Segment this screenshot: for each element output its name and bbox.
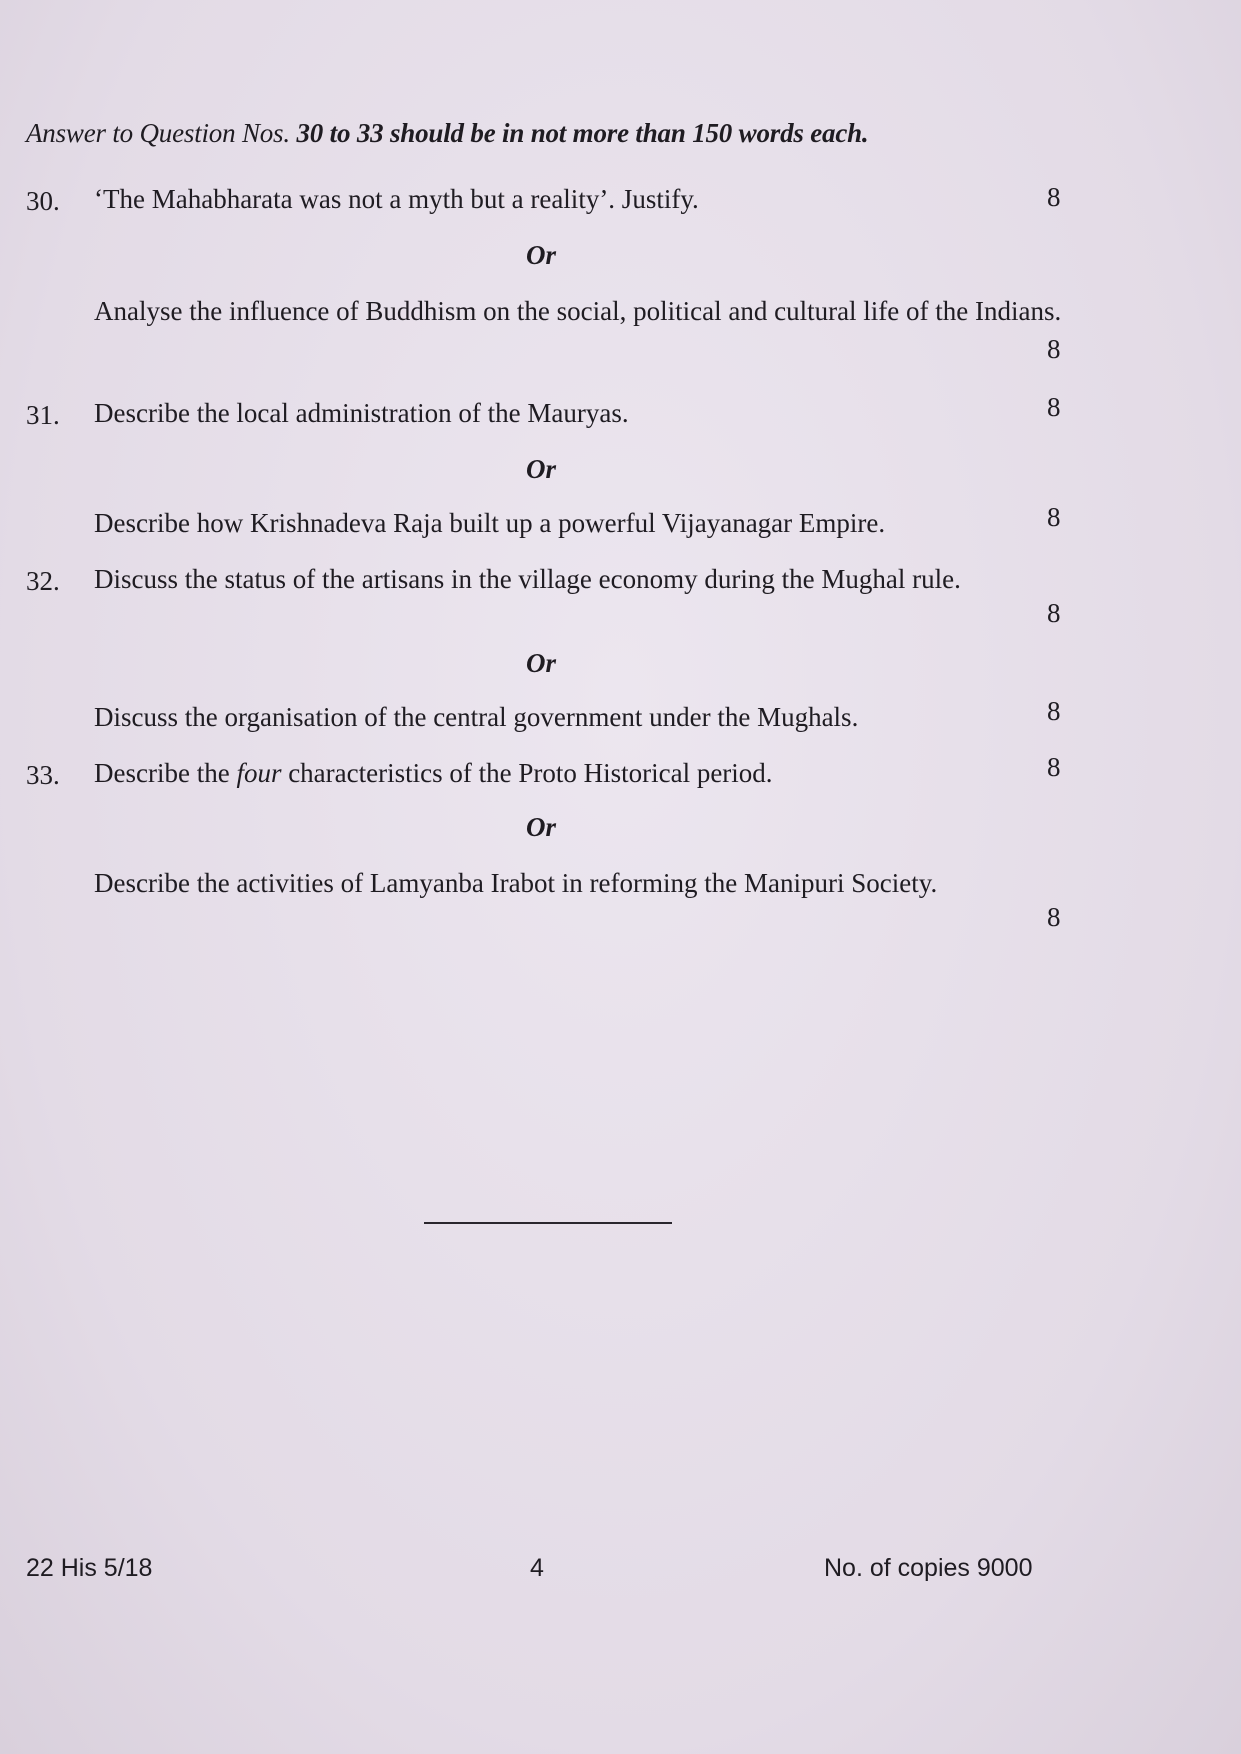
question-text-after: characteristics of the Proto Historical period. <box>288 758 773 788</box>
question-marks: 8 <box>1047 182 1061 212</box>
or-label: Or <box>526 648 557 678</box>
question-text <box>94 750 1064 796</box>
question-number: 31. <box>26 400 60 430</box>
question-text-emphasis: four <box>236 758 282 788</box>
instruction-line <box>26 118 1026 149</box>
question-text: Describe the local administration of the Mauryas. <box>94 398 629 428</box>
alternative-question-text: Analyse the influence of Buddhism on the social, political and cultural life of the Indians. <box>94 296 1062 326</box>
footer-copies: No. of copies 9000 <box>824 1554 1033 1582</box>
alternative-question-text: Describe the activities of Lamyanba Irabot in reforming the Manipuri Society. <box>94 868 938 898</box>
question-text: Discuss the status of the artisans in the village economy during the Mughal rule. <box>94 564 961 594</box>
question-marks: 8 <box>1047 598 1061 628</box>
question-text-before: Describe the <box>94 758 230 788</box>
alternative-question-text: Describe how Krishnadeva Raja built up a powerful Vijayanagar Empire. <box>94 508 886 538</box>
or-label: Or <box>526 454 557 484</box>
instruction-to: 33 <box>356 118 384 148</box>
question-marks: 8 <box>1047 752 1061 782</box>
question-marks: 8 <box>1047 392 1061 422</box>
instruction-suffix: words each. <box>738 118 869 148</box>
alternative-question-marks: 8 <box>1047 902 1061 932</box>
question-number: 33. <box>26 760 60 790</box>
end-divider <box>424 1222 672 1224</box>
instruction-middle: should be in not more than <box>390 118 686 148</box>
alternative-question-marks: 8 <box>1047 696 1061 726</box>
question-number: 32. <box>26 566 60 596</box>
instruction-word-limit: 150 <box>692 118 733 148</box>
or-label: Or <box>526 240 557 270</box>
instruction-prefix: Answer to Question Nos. <box>26 118 290 148</box>
alternative-question-text: Discuss the organisation of the central government under the Mughals. <box>94 702 859 732</box>
footer-page-number: 4 <box>530 1554 544 1582</box>
footer-code: 22 His 5/18 <box>26 1554 153 1582</box>
question-number: 30. <box>26 186 60 216</box>
instruction-from: 30 <box>296 118 324 148</box>
alternative-question-marks: 8 <box>1047 502 1061 532</box>
question-text: ‘The Mahabharata was not a myth but a reality’. Justify. <box>94 184 699 214</box>
instruction-to-word: to <box>329 118 351 148</box>
alternative-question-marks: 8 <box>1047 334 1061 364</box>
or-label: Or <box>526 812 557 842</box>
